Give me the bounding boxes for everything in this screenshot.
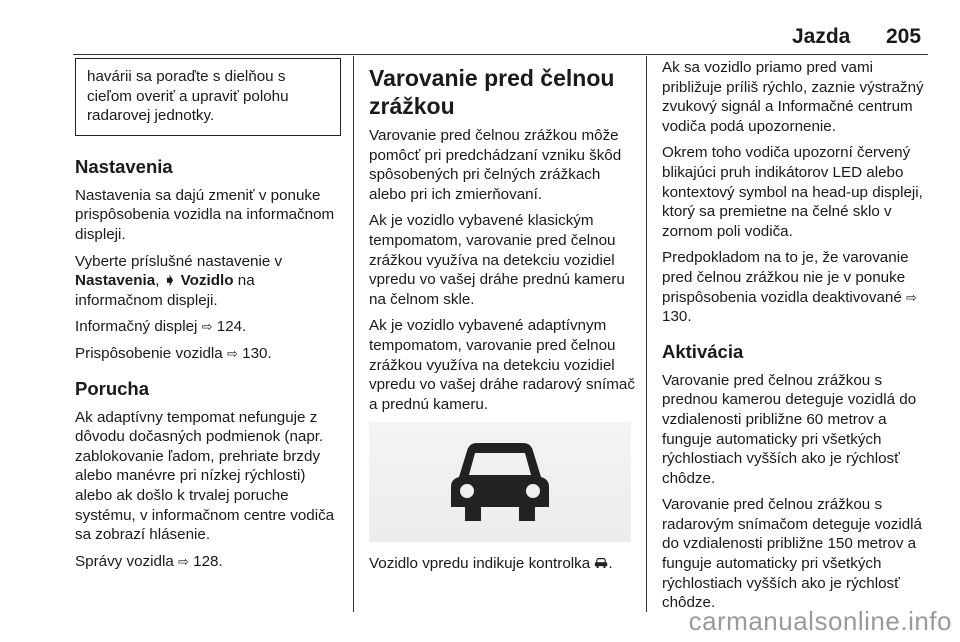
note-text: havárii sa poraďte s dielňou s cieľom overiť a upraviť polohu radarovej jednotky. bbox=[87, 68, 289, 125]
page-reference-icon: ⇨ bbox=[178, 553, 189, 569]
paragraph: Nastavenia sa dajú zmeniť v ponuke prispôsobenia vozidla na informačnom displeji. bbox=[75, 186, 335, 243]
menu-item-nastavenia: Nastavenia bbox=[75, 272, 156, 290]
heading-nastavenia: Nastavenia bbox=[75, 155, 173, 177]
paragraph: Varovanie pred čelnou zrážkou s prednou kamerou deteguje vozidlá do vzdialenosti približne 60 metrov a funguje automaticky pri všetkých rýchlostiach vyšších ako je rýchlosť chôdze. bbox=[662, 371, 917, 487]
page-number: 205 bbox=[886, 25, 922, 48]
middle-column bbox=[369, 58, 635, 581]
watermark-text: carmanualsonline.info bbox=[688, 606, 952, 636]
text-run: Informačný displej bbox=[75, 318, 198, 336]
page-reference-icon: ⇨ bbox=[201, 319, 213, 335]
column-divider-left bbox=[353, 56, 354, 612]
paragraph bbox=[75, 252, 341, 311]
paragraph bbox=[662, 248, 930, 326]
car-front-icon bbox=[445, 437, 555, 527]
section-title: Jazda bbox=[792, 25, 851, 48]
menu-item-vozidlo: Vozidlo bbox=[180, 272, 234, 290]
text-run: Predpokladom na to je, že varovanie pred čelnou zrážkou nie je v ponuke prispôsobenia vozidla deaktivované bbox=[662, 249, 909, 306]
paragraph: Okrem toho vodiča upozorní červený blikajúci pruh indikátorov LED alebo kontextový symbol na head-up displeji, ktorý sa premietne na čelné sklo v zornom poli vodiča. bbox=[662, 144, 923, 240]
figure-caption bbox=[369, 554, 635, 574]
heading-aktivacia: Aktivácia bbox=[662, 340, 744, 362]
column-divider-right bbox=[646, 56, 647, 612]
note-box bbox=[75, 58, 341, 136]
reference-link[interactable]: 130. bbox=[242, 344, 272, 362]
paragraph: Ak je vozidlo vybavené klasickým tempomatom, varovanie pred čelnou zrážkou využíva na detekciu vozidiel vpredu vo vašej dráhe prednú kameru na čelnom skle. bbox=[369, 212, 625, 308]
text-run: Prispôsobenie vozidla bbox=[75, 344, 223, 362]
right-column bbox=[662, 58, 930, 620]
paragraph: Ak sa vozidlo priamo pred vami približuje príliš rýchlo, zaznie výstražný zvukový signál a Informačné centrum vodiča podá upozornenie. bbox=[662, 59, 924, 135]
paragraph bbox=[75, 552, 341, 572]
paragraph: Varovanie pred čelnou zrážkou môže pomôcť pri predchádzaní vzniku škôd spôsobených pri čelných zrážkach alebo pri ich zmierňovaní. bbox=[369, 127, 622, 203]
header-rule bbox=[73, 54, 928, 55]
reference-link[interactable]: 124. bbox=[216, 318, 247, 336]
text-run: Vyberte príslušné nastavenie v bbox=[75, 252, 283, 270]
watermark bbox=[0, 606, 960, 637]
paragraph: Ak adaptívny tempomat nefunguje z dôvodu dočasných podmienok (napr. zablokovanie ľadom, prehriate brzdy alebo manévre pri nízkej rýchlosti) alebo ak došlo k trvalej poruche systému, v informačnom centre vodiča sa zobrazí hlásenie. bbox=[75, 408, 335, 544]
page-header bbox=[0, 0, 960, 56]
paragraph bbox=[75, 317, 341, 337]
reference-link[interactable]: 128. bbox=[193, 552, 223, 570]
car-front-icon bbox=[594, 557, 608, 569]
caption-end: . bbox=[608, 555, 613, 573]
paragraph: Varovanie pred čelnou zrážkou s radarovým snímačom deteguje vozidlá do vzdialenosti približne 150 metrov a funguje automaticky pri všetkých rýchlostiach vyšších ako je rýchlosť chôdze. bbox=[662, 496, 922, 612]
separator: , bbox=[155, 272, 160, 290]
paragraph: Ak je vozidlo vybavené adaptívnym tempomatom, varovanie pred čelnou zrážkou využíva na detekciu vozidiel vpredu vo vašej dráhe radarový snímač a prednú kameru. bbox=[369, 317, 635, 413]
heading-porucha: Porucha bbox=[75, 377, 150, 399]
menu-arrow-icon: ➧ bbox=[163, 272, 177, 290]
text-run: na informačnom displeji. bbox=[75, 272, 255, 309]
page-reference-icon: ⇨ bbox=[906, 289, 917, 305]
paragraph bbox=[75, 344, 341, 364]
caption-text: Vozidlo vpredu indikuje kontrolka bbox=[369, 555, 591, 573]
heading-varovanie: Varovanie pred čelnou zrážkou bbox=[369, 65, 615, 119]
reference-link[interactable]: 130. bbox=[662, 308, 692, 326]
left-column bbox=[75, 58, 341, 578]
indicator-illustration bbox=[369, 422, 631, 542]
text-run: Správy vozidla bbox=[75, 552, 174, 570]
page-reference-icon: ⇨ bbox=[226, 345, 238, 361]
